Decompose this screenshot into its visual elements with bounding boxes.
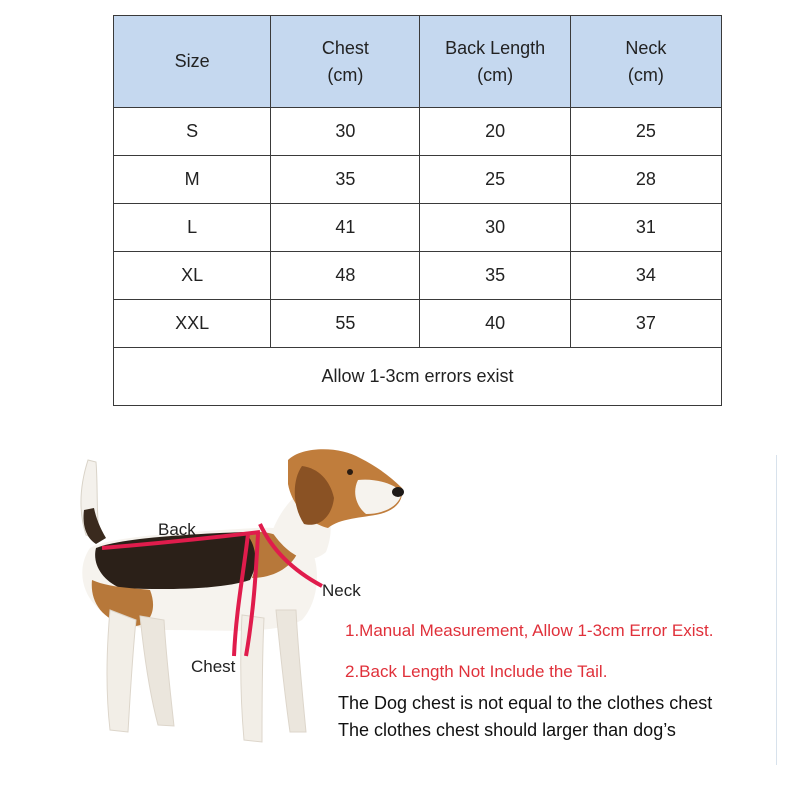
dog-nose bbox=[392, 487, 404, 497]
cell-back-length: 40 bbox=[420, 300, 570, 348]
cell-neck: 25 bbox=[570, 108, 721, 156]
cell-chest: 30 bbox=[271, 108, 420, 156]
cell-chest: 55 bbox=[271, 300, 420, 348]
note-chest-larger: The clothes chest should larger than dog’s bbox=[338, 720, 676, 740]
dog-eye bbox=[347, 469, 353, 475]
table-row bbox=[114, 108, 722, 156]
label-back: Back bbox=[158, 520, 196, 539]
dog-tail-base bbox=[84, 508, 107, 544]
header-label: Back Length bbox=[445, 37, 546, 58]
table-row bbox=[114, 252, 722, 300]
cell-size: XL bbox=[114, 252, 271, 300]
note-back-length: 2.Back Length Not Include the Tail. bbox=[345, 662, 608, 681]
cell-chest: 48 bbox=[271, 252, 420, 300]
cell-neck: 37 bbox=[570, 300, 721, 348]
divider bbox=[776, 455, 777, 765]
cell-back-length: 25 bbox=[420, 156, 570, 204]
header-chest bbox=[271, 16, 420, 108]
header-size bbox=[114, 16, 271, 108]
dog-leg-front-right bbox=[276, 610, 306, 732]
label-chest: Chest bbox=[191, 657, 236, 676]
note-chest-not-equal: The Dog chest is not equal to the clothes chest bbox=[338, 693, 713, 713]
dog-leg-back-left bbox=[107, 610, 136, 732]
cell-back-length: 35 bbox=[420, 252, 570, 300]
header-label: Neck bbox=[625, 37, 667, 58]
header-unit: (cm) bbox=[477, 64, 514, 85]
header-unit: (cm) bbox=[327, 64, 364, 85]
label-neck: Neck bbox=[322, 581, 361, 600]
dog-leg-front-left bbox=[241, 615, 264, 742]
cell-neck: 31 bbox=[570, 204, 721, 252]
header-label: Chest bbox=[321, 37, 369, 58]
cell-back-length: 30 bbox=[420, 204, 570, 252]
cell-chest: 35 bbox=[271, 156, 420, 204]
cell-size: S bbox=[114, 108, 271, 156]
table-header-row bbox=[114, 16, 722, 108]
cell-neck: 28 bbox=[570, 156, 721, 204]
header-neck bbox=[570, 16, 721, 108]
table-footnote: Allow 1-3cm errors exist bbox=[114, 348, 722, 406]
header-unit: (cm) bbox=[627, 64, 664, 85]
table-row bbox=[114, 300, 722, 348]
dog-leg-back-right bbox=[140, 616, 174, 726]
cell-back-length: 20 bbox=[420, 108, 570, 156]
note-manual-measurement: 1.Manual Measurement, Allow 1-3cm Error Exist. bbox=[345, 621, 714, 640]
cell-size: L bbox=[114, 204, 271, 252]
header-label: Size bbox=[174, 51, 210, 71]
cell-chest: 41 bbox=[271, 204, 420, 252]
table-footnote-row bbox=[114, 348, 722, 406]
size-chart-table bbox=[113, 15, 722, 406]
cell-size: XXL bbox=[114, 300, 271, 348]
header-back-length bbox=[420, 16, 570, 108]
table-row bbox=[114, 156, 722, 204]
cell-neck: 34 bbox=[570, 252, 721, 300]
cell-size: M bbox=[114, 156, 271, 204]
table-row bbox=[114, 204, 722, 252]
